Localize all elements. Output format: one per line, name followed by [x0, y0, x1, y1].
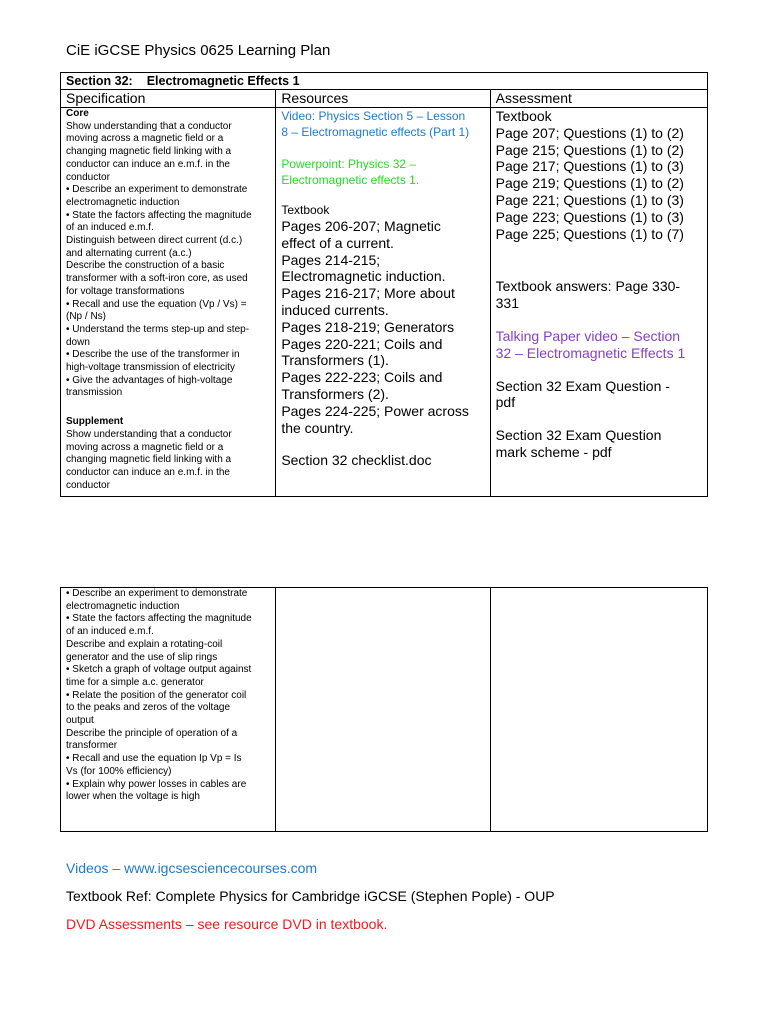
spec-line: lower when the voltage is high — [66, 791, 200, 803]
spec-line: moving across a magnetic field or a — [66, 441, 224, 453]
question-line: Page 207; Questions (1) to (2) — [495, 124, 684, 141]
dvd-assessments-note: DVD Assessments – see resource DVD in textbook. — [66, 916, 388, 932]
powerpoint-line: Powerpoint: Physics 32 – — [281, 157, 417, 171]
mark-scheme-line: mark scheme - pdf — [495, 443, 612, 460]
core-heading: Core — [66, 108, 89, 119]
spec-line: for voltage transformations — [66, 285, 185, 297]
spec-line: • Describe the use of the transformer in — [66, 349, 240, 361]
spec-line: output — [66, 715, 94, 727]
spec-line: Vs (for 100% efficiency) — [66, 765, 172, 777]
video-resource-line: Video: Physics Section 5 – Lesson — [281, 109, 466, 123]
spec-line: conductor can induce an e.m.f. in the — [66, 466, 230, 478]
spec-line: • Give the advantages of high-voltage — [66, 374, 233, 386]
mark-scheme-link[interactable] — [496, 427, 702, 461]
exam-question-link[interactable] — [496, 378, 702, 412]
question-line: Page 219; Questions (1) to (2) — [495, 175, 684, 192]
answers-line: 331 — [495, 295, 519, 312]
video-resource-link[interactable] — [281, 108, 484, 140]
continued-table — [60, 587, 708, 832]
textbook-page-line: Pages 216-217; More about — [281, 285, 455, 302]
question-line: Page 225; Questions (1) to (7) — [495, 225, 684, 242]
checklist-link[interactable]: Section 32 checklist.doc — [281, 452, 432, 469]
spec-line: • Understand the terms step-up and step- — [66, 323, 250, 335]
video-resource-line: 8 – Electromagnetic effects (Part 1) — [281, 125, 470, 139]
textbook-page-line: Electromagnetic induction. — [281, 268, 446, 285]
answers-line: Textbook answers: Page 330- — [495, 278, 681, 295]
spec-line: • Explain why power losses in cables are — [66, 778, 247, 790]
exam-question-line: pdf — [495, 394, 516, 411]
question-line: Page 221; Questions (1) to (3) — [495, 191, 684, 208]
spec-line: Distinguish between direct current (d.c.) — [66, 235, 243, 247]
spec-line: Describe and explain a rotating-coil — [66, 638, 223, 650]
continued-assessment-cell — [490, 588, 707, 832]
header-resources: Resources — [276, 90, 490, 108]
continued-resources-cell — [276, 588, 490, 832]
page-title: CiE iGCSE Physics 0625 Learning Plan — [66, 42, 331, 59]
mark-scheme-line: Section 32 Exam Question — [495, 427, 662, 444]
video-line: Talking Paper video – Section — [495, 327, 681, 344]
textbook-page-line: Pages 214-215; — [281, 251, 381, 268]
section-title — [61, 73, 708, 90]
textbook-page-line: Pages 224-225; Power across — [281, 402, 469, 419]
spec-line: • Recall and use the equation Ip Vp = Is — [66, 753, 242, 765]
textbook-page-line: induced currents. — [281, 301, 389, 318]
section-label: Section 32: — [66, 74, 133, 88]
spec-line: electromagnetic induction — [66, 600, 180, 612]
spec-line: of an induced e.m.f. — [66, 222, 154, 234]
core-text — [66, 121, 270, 400]
textbook-page-line: Pages 218-219; Generators — [281, 318, 455, 335]
spec-line: to the peaks and zeros of the voltage — [66, 702, 230, 714]
spec-line: changing magnetic field linking with a — [66, 454, 232, 466]
spec-line: transmission — [66, 387, 123, 399]
spec-line: • Describe an experiment to demonstrate — [66, 588, 248, 599]
learning-plan-table — [60, 72, 708, 497]
header-specification: Specification — [61, 90, 276, 108]
spec-line: transformer — [66, 740, 118, 752]
textbook-page-line: Transformers (2). — [281, 385, 389, 402]
spec-line: down — [66, 336, 90, 348]
spec-line: moving across a magnetic field or a — [66, 133, 224, 145]
spec-line: • Sketch a graph of voltage output against — [66, 664, 252, 676]
video-line: 32 – Electromagnetic Effects 1 — [495, 344, 686, 361]
assessment-cell — [490, 108, 707, 497]
spec-line: electromagnetic induction — [66, 196, 180, 208]
textbook-page-line: Pages 206-207; Magnetic — [281, 218, 441, 234]
resources-cell — [276, 108, 490, 497]
assessment-textbook-label: Textbook — [495, 108, 552, 124]
textbook-page-line: the country. — [281, 419, 354, 436]
powerpoint-line: Electromagnetic effects 1. — [281, 173, 420, 187]
textbook-label: Textbook — [281, 203, 330, 217]
spec-line: changing magnetic field linking with a — [66, 146, 232, 158]
spec-line: • State the factors affecting the magnitude — [66, 209, 252, 221]
textbook-answers — [496, 278, 702, 312]
supplement-heading: Supplement — [66, 416, 124, 428]
spec-line: conductor can induce an e.m.f. in the — [66, 158, 230, 170]
section-name: Electromagnetic Effects 1 — [146, 74, 300, 88]
specification-cell — [61, 108, 276, 497]
question-line: Page 215; Questions (1) to (2) — [495, 141, 684, 158]
spec-line: time for a simple a.c. generator — [66, 676, 204, 688]
videos-link[interactable]: Videos – www.igcsesciencecourses.com — [66, 860, 318, 876]
spec-line: Describe the construction of a basic — [66, 260, 225, 272]
textbook-page-line: effect of a current. — [281, 234, 394, 251]
textbook-ref: Textbook Ref: Complete Physics for Cambridge iGCSE (Stephen Pople) - OUP — [66, 888, 555, 904]
textbook-pages — [281, 218, 484, 436]
spec-line: of an induced e.m.f. — [66, 626, 154, 638]
spec-line: (Np / Ns) — [66, 311, 106, 323]
spec-line: conductor — [66, 171, 110, 183]
spec-line: transformer with a soft-iron core, as used — [66, 273, 248, 285]
exam-question-line: Section 32 Exam Question - — [495, 377, 670, 394]
question-line: Page 217; Questions (1) to (3) — [495, 158, 684, 175]
spec-line: and alternating current (a.c.) — [66, 247, 192, 259]
question-line: Page 223; Questions (1) to (3) — [495, 208, 684, 225]
spec-line: high-voltage transmission of electricity — [66, 362, 235, 374]
textbook-page-line: Pages 222-223; Coils and — [281, 369, 443, 386]
talking-paper-video-link[interactable] — [496, 328, 702, 362]
powerpoint-resource-link[interactable] — [281, 156, 484, 188]
spec-line: • Relate the position of the generator coil — [66, 689, 247, 701]
spec-line: Show understanding that a conductor — [66, 120, 232, 132]
textbook-page-line: Pages 220-221; Coils and — [281, 335, 443, 352]
textbook-page-line: Transformers (1). — [281, 352, 389, 369]
header-assessment: Assessment — [490, 90, 707, 108]
spec-line: Show understanding that a conductor — [66, 428, 232, 440]
spec-line: generator and the use of slip rings — [66, 651, 218, 663]
spec-line: conductor — [66, 479, 110, 491]
spec-line: • Describe an experiment to demonstrate — [66, 184, 248, 196]
supplement-text — [66, 429, 270, 493]
spec-line: • Recall and use the equation (Vp / Vs) = — [66, 298, 247, 310]
continued-specification-cell — [61, 588, 276, 832]
spec-line: Describe the principle of operation of a — [66, 727, 238, 739]
spec-line: • State the factors affecting the magnitude — [66, 613, 252, 625]
